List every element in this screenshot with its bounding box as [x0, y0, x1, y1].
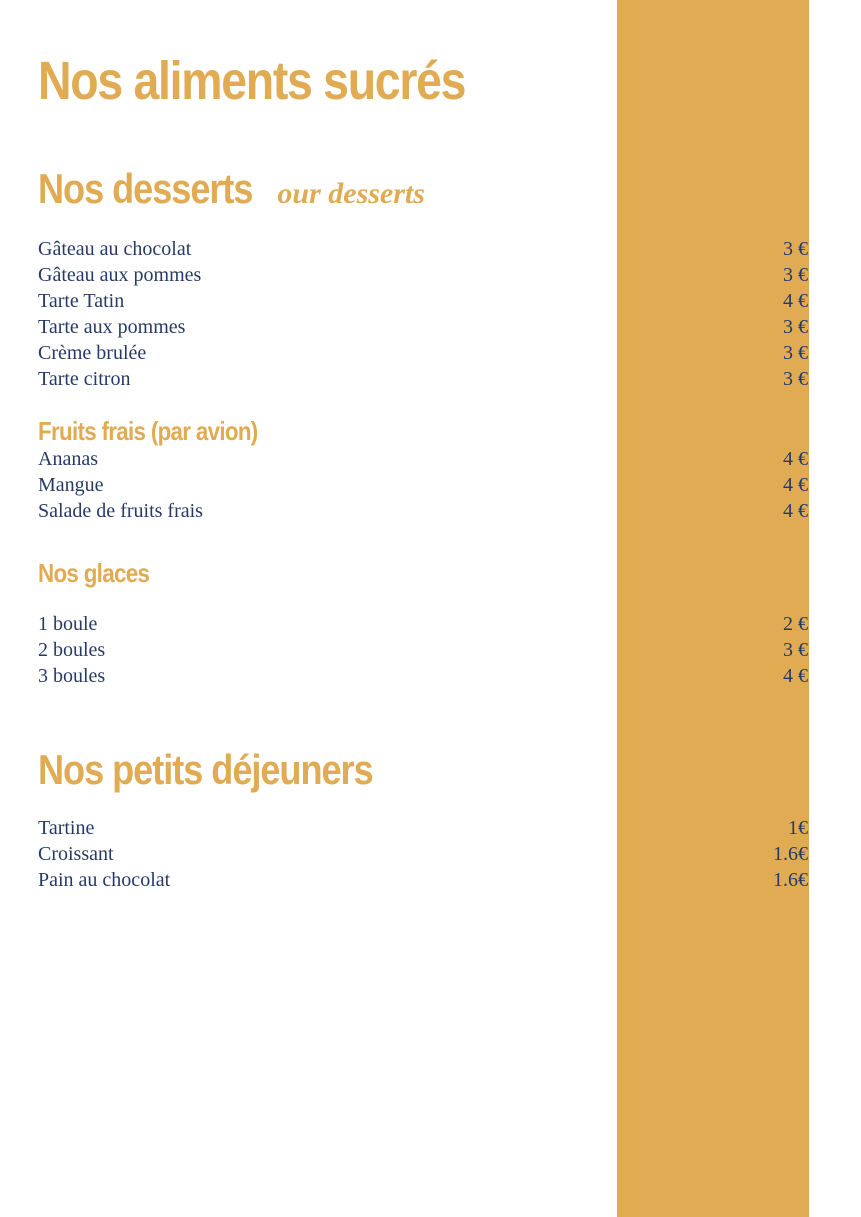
menu-item [38, 637, 808, 663]
desserts-list [38, 236, 808, 392]
item-price: 3 € [783, 238, 808, 260]
breakfast-list [38, 815, 808, 893]
item-name: Ananas [38, 448, 98, 470]
item-price: 4 € [783, 448, 808, 470]
item-price: 4 € [783, 474, 808, 496]
item-name: Crème brulée [38, 342, 147, 364]
item-price: 2 € [783, 613, 808, 635]
menu-item [38, 446, 808, 472]
item-name: Tarte aux pommes [38, 316, 186, 338]
menu-item [38, 498, 808, 524]
menu-item [38, 611, 808, 637]
item-name: 1 boule [38, 613, 98, 635]
menu-item [38, 366, 808, 392]
menu-item [38, 867, 808, 893]
desserts-heading: Nos desserts [38, 165, 253, 212]
item-price: 3 € [783, 264, 808, 286]
item-name: 2 boules [38, 639, 106, 661]
menu-item [38, 663, 808, 689]
item-price: 4 € [783, 290, 808, 312]
item-price: 4 € [783, 500, 808, 522]
item-name: Tarte citron [38, 368, 131, 390]
fruits-list [38, 446, 808, 524]
item-price: 3 € [783, 342, 808, 364]
menu-item [38, 262, 808, 288]
item-name: Croissant [38, 843, 114, 865]
item-name: 3 boules [38, 665, 106, 687]
page-title: Nos aliments sucrés [38, 51, 466, 111]
menu-item [38, 340, 808, 366]
item-price: 3 € [783, 368, 808, 390]
menu-item [38, 472, 808, 498]
glaces-heading: Nos glaces [38, 558, 150, 588]
item-price: 1.6€ [773, 843, 808, 865]
desserts-subheading-english: our desserts [277, 177, 425, 210]
item-name: Pain au chocolat [38, 869, 171, 891]
item-price: 1€ [788, 817, 808, 839]
menu-item [38, 314, 808, 340]
item-price: 4 € [783, 665, 808, 687]
item-price: 3 € [783, 316, 808, 338]
menu-item [38, 841, 808, 867]
menu-item [38, 236, 808, 262]
desserts-heading-row [38, 165, 808, 214]
item-name: Gâteau aux pommes [38, 264, 202, 286]
item-name: Gâteau au chocolat [38, 238, 192, 260]
item-name: Tartine [38, 817, 95, 839]
item-price: 1.6€ [773, 869, 808, 891]
item-name: Tarte Tatin [38, 290, 125, 312]
menu-item [38, 288, 808, 314]
menu-page [38, 0, 808, 893]
item-price: 3 € [783, 639, 808, 661]
menu-item [38, 815, 808, 841]
item-name: Salade de fruits frais [38, 500, 203, 522]
fruits-heading: Fruits frais (par avion) [38, 416, 258, 446]
item-name: Mangue [38, 474, 104, 496]
breakfast-heading: Nos petits déjeuners [38, 746, 373, 793]
glaces-list [38, 611, 808, 689]
